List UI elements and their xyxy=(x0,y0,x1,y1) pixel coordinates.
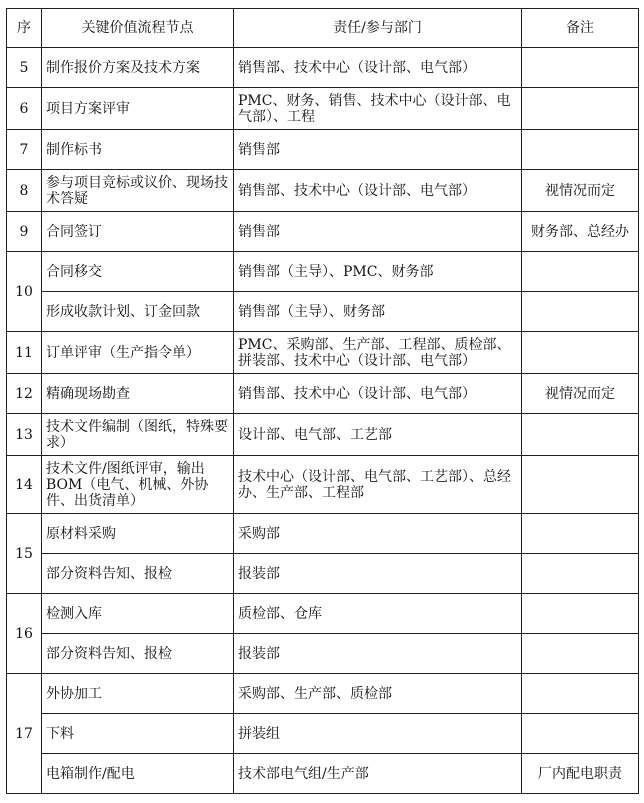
department: 报装部 xyxy=(234,634,522,674)
row-number: 16 xyxy=(7,594,42,674)
row-number: 8 xyxy=(7,170,42,212)
department: 技术中心（设计部、电气部、工艺部）、总经办、生产部、工程部 xyxy=(234,456,522,514)
process-node: 外协加工 xyxy=(42,674,234,714)
table-header-row xyxy=(7,9,639,48)
note xyxy=(522,554,639,594)
process-table xyxy=(6,8,639,794)
row-number: 6 xyxy=(7,88,42,130)
note xyxy=(522,634,639,674)
note xyxy=(522,674,639,714)
row-number: 15 xyxy=(7,514,42,594)
note: 财务部、总经办 xyxy=(522,212,639,252)
department: 销售部（主导）、PMC、财务部 xyxy=(234,252,522,292)
department: 拼装组 xyxy=(234,714,522,754)
process-node: 合同移交 xyxy=(42,252,234,292)
row-number: 12 xyxy=(7,374,42,414)
table-row xyxy=(7,554,639,594)
department: 设计部、电气部、工艺部 xyxy=(234,414,522,456)
note xyxy=(522,594,639,634)
note: 厂内配电职责 xyxy=(522,754,639,794)
table-row xyxy=(7,634,639,674)
table-row xyxy=(7,514,639,554)
table-row xyxy=(7,414,639,456)
department: PMC、财务、销售、技术中心（设计部、电气部）、工程 xyxy=(234,88,522,130)
table-row xyxy=(7,48,639,88)
row-number: 14 xyxy=(7,456,42,514)
process-node: 精确现场勘查 xyxy=(42,374,234,414)
note xyxy=(522,514,639,554)
department: 销售部（主导）、财务部 xyxy=(234,292,522,332)
department: 报装部 xyxy=(234,554,522,594)
header-dept: 责任/参与部门 xyxy=(234,9,522,48)
note xyxy=(522,292,639,332)
department: 采购部 xyxy=(234,514,522,554)
note xyxy=(522,130,639,170)
process-node: 部分资料告知、报检 xyxy=(42,634,234,674)
department: PMC、采购部、生产部、工程部、质检部、拼装部、技术中心（设计部、电气部） xyxy=(234,332,522,374)
header-note: 备注 xyxy=(522,9,639,48)
process-node: 技术文件编制（图纸，特殊要求） xyxy=(42,414,234,456)
table-row xyxy=(7,594,639,634)
note: 视情况而定 xyxy=(522,170,639,212)
note xyxy=(522,252,639,292)
row-number: 9 xyxy=(7,212,42,252)
row-number: 13 xyxy=(7,414,42,456)
note xyxy=(522,88,639,130)
process-node: 参与项目竞标或议价、现场技术答疑 xyxy=(42,170,234,212)
process-node: 合同签订 xyxy=(42,212,234,252)
table-row xyxy=(7,130,639,170)
department: 销售部、技术中心（设计部、电气部） xyxy=(234,170,522,212)
table-row xyxy=(7,754,639,794)
process-node: 形成收款计划、订金回款 xyxy=(42,292,234,332)
row-number: 17 xyxy=(7,674,42,794)
process-node: 下料 xyxy=(42,714,234,754)
table-row xyxy=(7,456,639,514)
header-node: 关键价值流程节点 xyxy=(42,9,234,48)
process-node: 制作报价方案及技术方案 xyxy=(42,48,234,88)
process-node: 部分资料告知、报检 xyxy=(42,554,234,594)
note xyxy=(522,456,639,514)
department: 销售部、技术中心（设计部、电气部） xyxy=(234,374,522,414)
note xyxy=(522,48,639,88)
process-node: 电箱制作/配电 xyxy=(42,754,234,794)
row-number: 10 xyxy=(7,252,42,332)
department: 销售部 xyxy=(234,212,522,252)
process-node: 项目方案评审 xyxy=(42,88,234,130)
table-row xyxy=(7,332,639,374)
note xyxy=(522,714,639,754)
header-no: 序 xyxy=(7,9,42,48)
process-node: 原材料采购 xyxy=(42,514,234,554)
table-row xyxy=(7,674,639,714)
row-number: 7 xyxy=(7,130,42,170)
table-row xyxy=(7,88,639,130)
table-row xyxy=(7,212,639,252)
table-row xyxy=(7,374,639,414)
table-row xyxy=(7,714,639,754)
department: 技术部电气组/生产部 xyxy=(234,754,522,794)
process-node: 技术文件/图纸评审，输出BOM（电气、机械、外协件、出货清单） xyxy=(42,456,234,514)
note xyxy=(522,414,639,456)
note xyxy=(522,332,639,374)
row-number: 11 xyxy=(7,332,42,374)
department: 质检部、仓库 xyxy=(234,594,522,634)
department: 销售部 xyxy=(234,130,522,170)
department: 销售部、技术中心（设计部、电气部） xyxy=(234,48,522,88)
process-node: 制作标书 xyxy=(42,130,234,170)
table-row xyxy=(7,252,639,292)
table-row xyxy=(7,292,639,332)
process-node: 订单评审（生产指令单） xyxy=(42,332,234,374)
row-number: 5 xyxy=(7,48,42,88)
note: 视情况而定 xyxy=(522,374,639,414)
department: 采购部、生产部、质检部 xyxy=(234,674,522,714)
table-row xyxy=(7,170,639,212)
process-node: 检测入库 xyxy=(42,594,234,634)
